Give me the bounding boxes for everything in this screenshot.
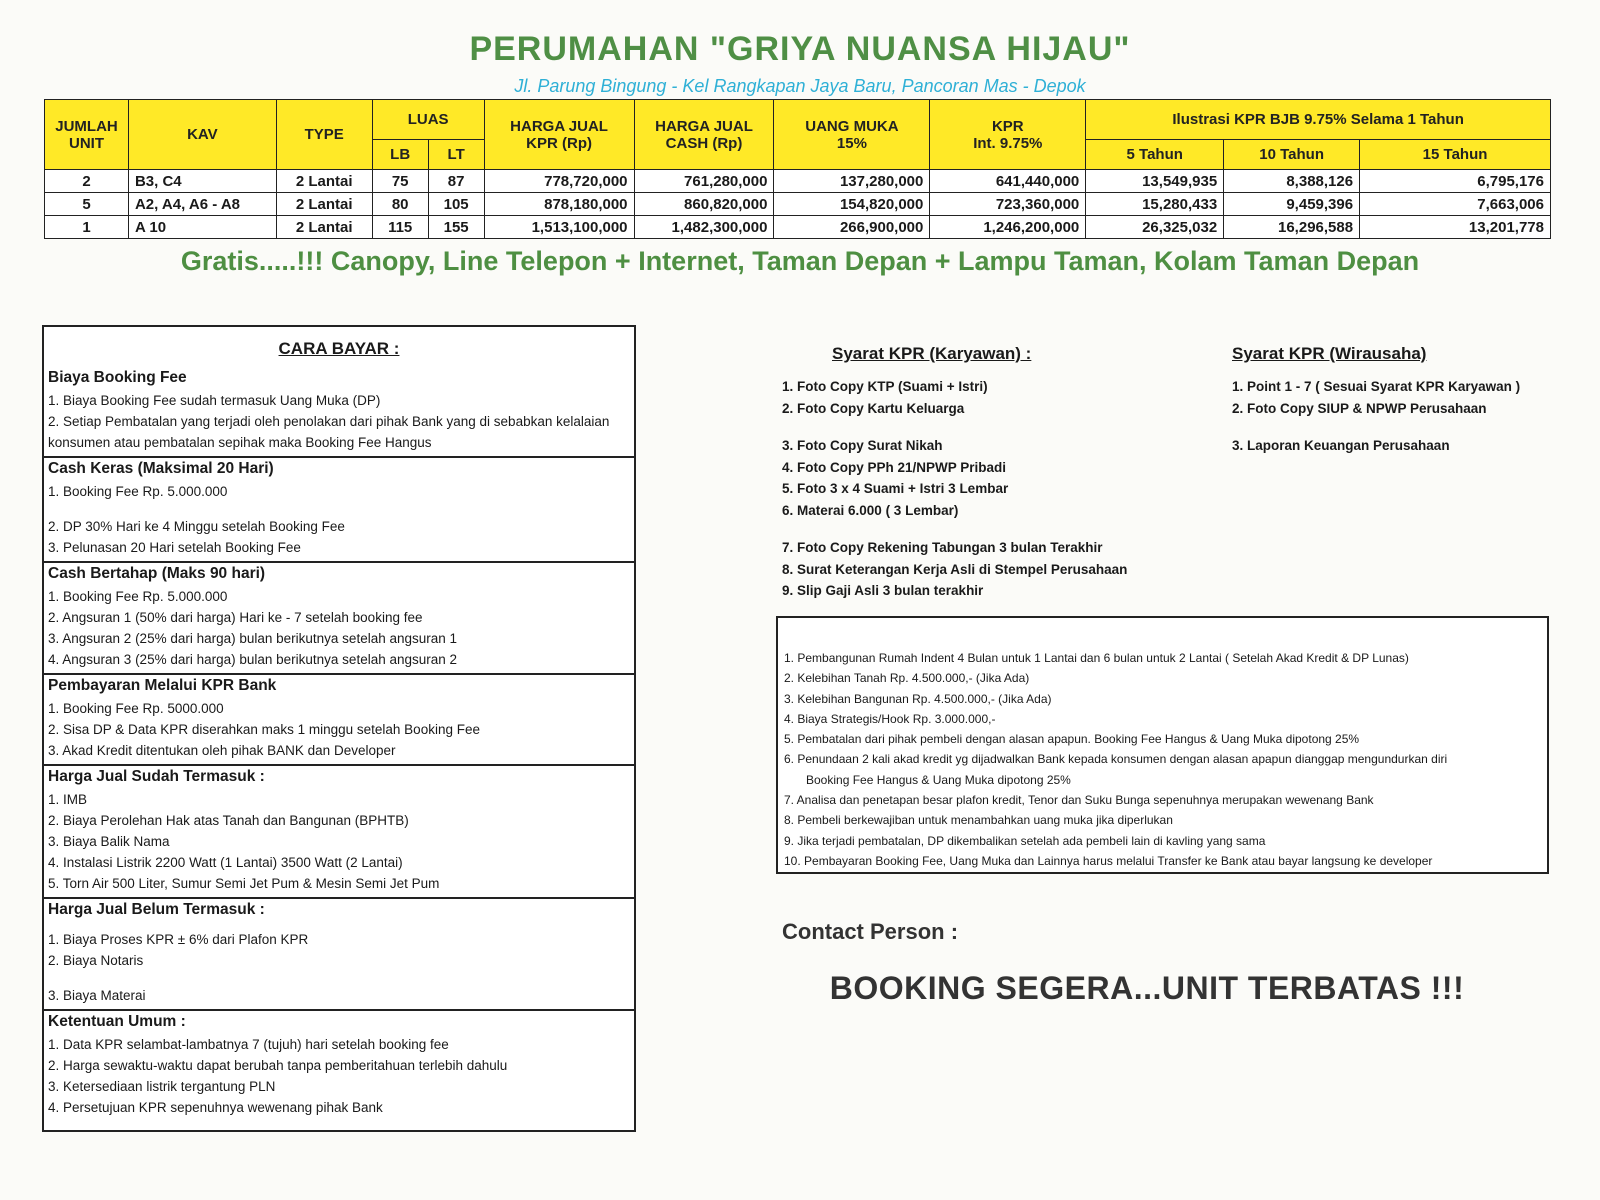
list-item: 2. Angsuran 1 (50% dari harga) Hari ke - 7 setelah booking fee <box>48 610 423 625</box>
payment-section <box>44 561 634 673</box>
cell-10-tahun: 16,296,588 <box>1224 216 1360 239</box>
cell-harga-kpr: 1,513,100,000 <box>484 216 634 239</box>
header-kpr-line2: Int. 9.75% <box>973 134 1043 152</box>
table-row <box>45 216 1551 239</box>
cell-type: 2 Lantai <box>276 193 372 216</box>
table-row <box>45 170 1551 193</box>
header-harga-cash-line1: HARGA JUAL <box>655 117 753 135</box>
list-item: 1. Data KPR selambat-lambatnya 7 (tujuh) hari setelah booking fee <box>48 1037 449 1052</box>
cell-uang-muka: 266,900,000 <box>774 216 930 239</box>
list-item: 5. Torn Air 500 Liter, Sumur Semi Jet Pum & Mesin Semi Jet Pum <box>48 876 440 891</box>
header-harga-cash-line2: CASH (Rp) <box>665 134 743 152</box>
cell-harga-kpr: 878,180,000 <box>484 193 634 216</box>
cell-15-tahun: 13,201,778 <box>1360 216 1551 239</box>
list-item: 2. Biaya Perolehan Hak atas Tanah dan Bangunan (BPHTB) <box>48 813 409 828</box>
list-item: 7. Foto Copy Rekening Tabungan 3 bulan Terakhir <box>782 540 1103 555</box>
payment-section <box>44 456 634 561</box>
section-heading: Pembayaran Melalui KPR Bank <box>48 677 277 694</box>
list-item: 9. Slip Gaji Asli 3 bulan terakhir <box>782 583 984 598</box>
cell-harga-kpr: 778,720,000 <box>484 170 634 193</box>
payment-section <box>44 897 634 1009</box>
cell-lb: 75 <box>372 170 428 193</box>
cell-lt: 105 <box>428 193 484 216</box>
list-item: 3. Kelebihan Bangunan Rp. 4.500.000,- (Jika Ada) <box>784 691 1052 706</box>
payment-section <box>44 673 634 764</box>
cell-harga-cash: 860,820,000 <box>634 193 774 216</box>
list-item: 8. Pembeli berkewajiban untuk menambahkan uang muka jika diperlukan <box>784 813 1173 828</box>
cell-lt: 155 <box>428 216 484 239</box>
cell-harga-cash: 1,482,300,000 <box>634 216 774 239</box>
list-item: 4. Angsuran 3 (25% dari harga) bulan berikutnya setelah angsuran 2 <box>48 652 458 667</box>
cell-kpr: 641,440,000 <box>930 170 1086 193</box>
cell-harga-cash: 761,280,000 <box>634 170 774 193</box>
gratis-banner: Gratis.....!!! Canopy, Line Telepon + Internet, Taman Depan + Lampu Taman, Kolam Taman Depan <box>180 246 1420 276</box>
ketentuan-box <box>776 616 1549 874</box>
cell-lt: 87 <box>428 170 484 193</box>
header-lt: LT <box>428 140 484 170</box>
page-title: PERUMAHAN "GRIYA NUANSA HIJAU" <box>469 30 1131 68</box>
header-ilustrasi: Ilustrasi KPR BJB 9.75% Selama 1 Tahun <box>1086 100 1551 140</box>
section-heading: Harga Jual Sudah Termasuk : <box>48 768 265 785</box>
header-harga-kpr-line2: KPR (Rp) <box>526 134 592 152</box>
list-item: 6. Penundaan 2 kali akad kredit yg dijadwalkan Bank kepada konsumen dengan alasan apapun dianggap mengundurkan diri <box>784 752 1448 767</box>
price-table <box>44 99 1551 239</box>
cell-lb: 115 <box>372 216 428 239</box>
cara-bayar-title: CARA BAYAR : <box>278 339 400 358</box>
section-heading: Harga Jual Belum Termasuk : <box>48 901 265 918</box>
cell-jumlah-unit: 1 <box>45 216 129 239</box>
list-item: 4. Persetujuan KPR sepenuhnya wewenang pihak Bank <box>48 1100 383 1115</box>
list-item: 10. Pembayaran Booking Fee, Uang Muka dan Lainnya harus melalui Transfer ke Bank atau bayar langsung ke developer <box>784 853 1433 868</box>
cell-lb: 80 <box>372 193 428 216</box>
list-item: 2. Foto Copy SIUP & NPWP Perusahaan <box>1232 400 1487 416</box>
syarat-wirausaha <box>1232 344 1572 457</box>
list-item: 3. Pelunasan 20 Hari setelah Booking Fee <box>48 540 301 555</box>
list-item: 3. Laporan Keuangan Perusahaan <box>1232 438 1450 453</box>
cell-kpr: 723,360,000 <box>930 193 1086 216</box>
list-item: 3. Biaya Balik Nama <box>48 834 170 849</box>
contact-person-label: Contact Person : <box>782 919 959 944</box>
header-15-tahun: 15 Tahun <box>1360 140 1551 170</box>
address-subtitle: Jl. Parung Bingung - Kel Rangkapan Jaya Baru, Pancoran Mas - Depok <box>514 76 1086 96</box>
cell-kav: A 10 <box>128 216 276 239</box>
list-item: 3. Biaya Materai <box>48 988 146 1003</box>
cell-jumlah-unit: 2 <box>45 170 129 193</box>
cell-5-tahun: 15,280,433 <box>1086 193 1224 216</box>
list-item: 1. Booking Fee Rp. 5.000.000 <box>48 484 228 499</box>
header-5-tahun: 5 Tahun <box>1086 140 1224 170</box>
section-heading: Ketentuan Umum : <box>48 1013 186 1030</box>
header-harga-kpr-line1: HARGA JUAL <box>510 117 608 135</box>
section-heading: Biaya Booking Fee <box>48 369 187 386</box>
cell-5-tahun: 26,325,032 <box>1086 216 1224 239</box>
table-row <box>45 193 1551 216</box>
list-item: 1. Point 1 - 7 ( Sesuai Syarat KPR Karyawan ) <box>1232 379 1521 394</box>
booking-banner: BOOKING SEGERA...UNIT TERBATAS !!! <box>829 970 1465 1006</box>
list-item: 2. Kelebihan Tanah Rp. 4.500.000,- (Jika Ada) <box>784 671 1030 686</box>
header-uang-muka <box>774 100 930 170</box>
list-item: 2. Sisa DP & Data KPR diserahkan maks 1 minggu setelah Booking Fee <box>48 722 480 737</box>
list-item: 1. Pembangunan Rumah Indent 4 Bulan untuk 1 Lantai dan 6 bulan untuk 2 Lantai ( Setelah Akad Kredit & DP Lunas) <box>784 651 1409 665</box>
syarat-karyawan-title: Syarat KPR (Karyawan) : <box>832 344 1032 363</box>
list-item: 9. Jika terjadi pembatalan, DP dikembalikan setelah ada pembeli lain di kavling yang sama <box>784 833 1266 848</box>
list-item: 6. Materai 6.000 ( 3 Lembar) <box>782 502 959 518</box>
list-item: 4. Biaya Strategis/Hook Rp. 3.000.000,- <box>784 711 996 726</box>
list-item: 2. Harga sewaktu-waktu dapat berubah tanpa pemberitahuan terlebih dahulu <box>48 1058 508 1073</box>
list-item: 4. Instalasi Listrik 2200 Watt (1 Lantai) 3500 Watt (2 Lantai) <box>48 855 403 870</box>
list-item: 2. Setiap Pembatalan yang terjadi oleh penolakan dari pihak Bank yang di sebabkan kelalaian konsumen atau pembatalan sepihak maka Booking Fee Hangus <box>48 414 610 450</box>
list-item: 3. Angsuran 2 (25% dari harga) bulan berikutnya setelah angsuran 1 <box>48 631 458 646</box>
header-kav: KAV <box>128 100 276 170</box>
header-harga-kpr <box>484 100 634 170</box>
payment-section <box>44 1009 634 1121</box>
list-item: 3. Akad Kredit ditentukan oleh pihak BANK dan Developer <box>48 743 396 758</box>
cell-uang-muka: 154,820,000 <box>774 193 930 216</box>
list-item: 2. Biaya Notaris <box>48 953 144 968</box>
list-item: 1. Booking Fee Rp. 5.000.000 <box>48 589 228 604</box>
list-item: 5. Foto 3 x 4 Suami + Istri 3 Lembar <box>782 481 1009 496</box>
cell-kav: A2, A4, A6 - A8 <box>128 193 276 216</box>
cell-type: 2 Lantai <box>276 216 372 239</box>
syarat-wirausaha-title: Syarat KPR (Wirausaha) <box>1232 344 1427 363</box>
section-heading: Cash Bertahap (Maks 90 hari) <box>48 565 266 582</box>
header-lb: LB <box>372 140 428 170</box>
cell-10-tahun: 9,459,396 <box>1224 193 1360 216</box>
cell-jumlah-unit: 5 <box>45 193 129 216</box>
cara-bayar-box <box>42 325 636 1132</box>
cell-type: 2 Lantai <box>276 170 372 193</box>
list-item: Booking Fee Hangus & Uang Muka dipotong 25% <box>806 772 1071 787</box>
header-kpr <box>930 100 1086 170</box>
cell-15-tahun: 6,795,176 <box>1360 170 1551 193</box>
list-item: 1. Foto Copy KTP (Suami + Istri) <box>782 379 988 394</box>
list-item: 1. Biaya Booking Fee sudah termasuk Uang Muka (DP) <box>48 393 381 408</box>
cell-10-tahun: 8,388,126 <box>1224 170 1360 193</box>
syarat-karyawan <box>782 344 1182 602</box>
list-item: 3. Foto Copy Surat Nikah <box>782 438 943 453</box>
header-uang-muka-line1: UANG MUKA <box>805 117 899 135</box>
header-harga-cash <box>634 100 774 170</box>
header-type: TYPE <box>276 100 372 170</box>
list-item: 2. DP 30% Hari ke 4 Minggu setelah Booking Fee <box>48 519 345 534</box>
header-kpr-line1: KPR <box>991 117 1024 135</box>
cell-5-tahun: 13,549,935 <box>1086 170 1224 193</box>
payment-section <box>44 764 634 897</box>
list-item: 5. Pembatalan dari pihak pembeli dengan alasan apapun. Booking Fee Hangus & Uang Muka dipotong 25% <box>784 732 1360 747</box>
cell-kav: B3, C4 <box>128 170 276 193</box>
header-jumlah-unit: JUMLAH UNIT <box>45 100 129 170</box>
payment-section <box>44 367 634 456</box>
list-item: 1. IMB <box>48 792 88 807</box>
list-item: 4. Foto Copy PPh 21/NPWP Pribadi <box>782 459 1007 475</box>
list-item: 3. Ketersediaan listrik tergantung PLN <box>48 1079 276 1094</box>
header-uang-muka-line2: 15% <box>836 134 867 152</box>
section-heading: Cash Keras (Maksimal 20 Hari) <box>48 460 274 477</box>
list-item: 8. Surat Keterangan Kerja Asli di Stempel Perusahaan <box>782 561 1128 577</box>
list-item: 7. Analisa dan penetapan besar plafon kredit, Tenor dan Suku Bunga sepenuhnya merupakan wewenang Bank <box>784 793 1374 808</box>
header-luas: LUAS <box>372 100 484 140</box>
list-item: 2. Foto Copy Kartu Keluarga <box>782 400 965 416</box>
cell-15-tahun: 7,663,006 <box>1360 193 1551 216</box>
list-item: 1. Biaya Proses KPR ± 6% dari Plafon KPR <box>48 932 309 947</box>
cell-kpr: 1,246,200,000 <box>930 216 1086 239</box>
header-10-tahun: 10 Tahun <box>1224 140 1360 170</box>
list-item: 1. Booking Fee Rp. 5000.000 <box>48 701 224 716</box>
cell-uang-muka: 137,280,000 <box>774 170 930 193</box>
